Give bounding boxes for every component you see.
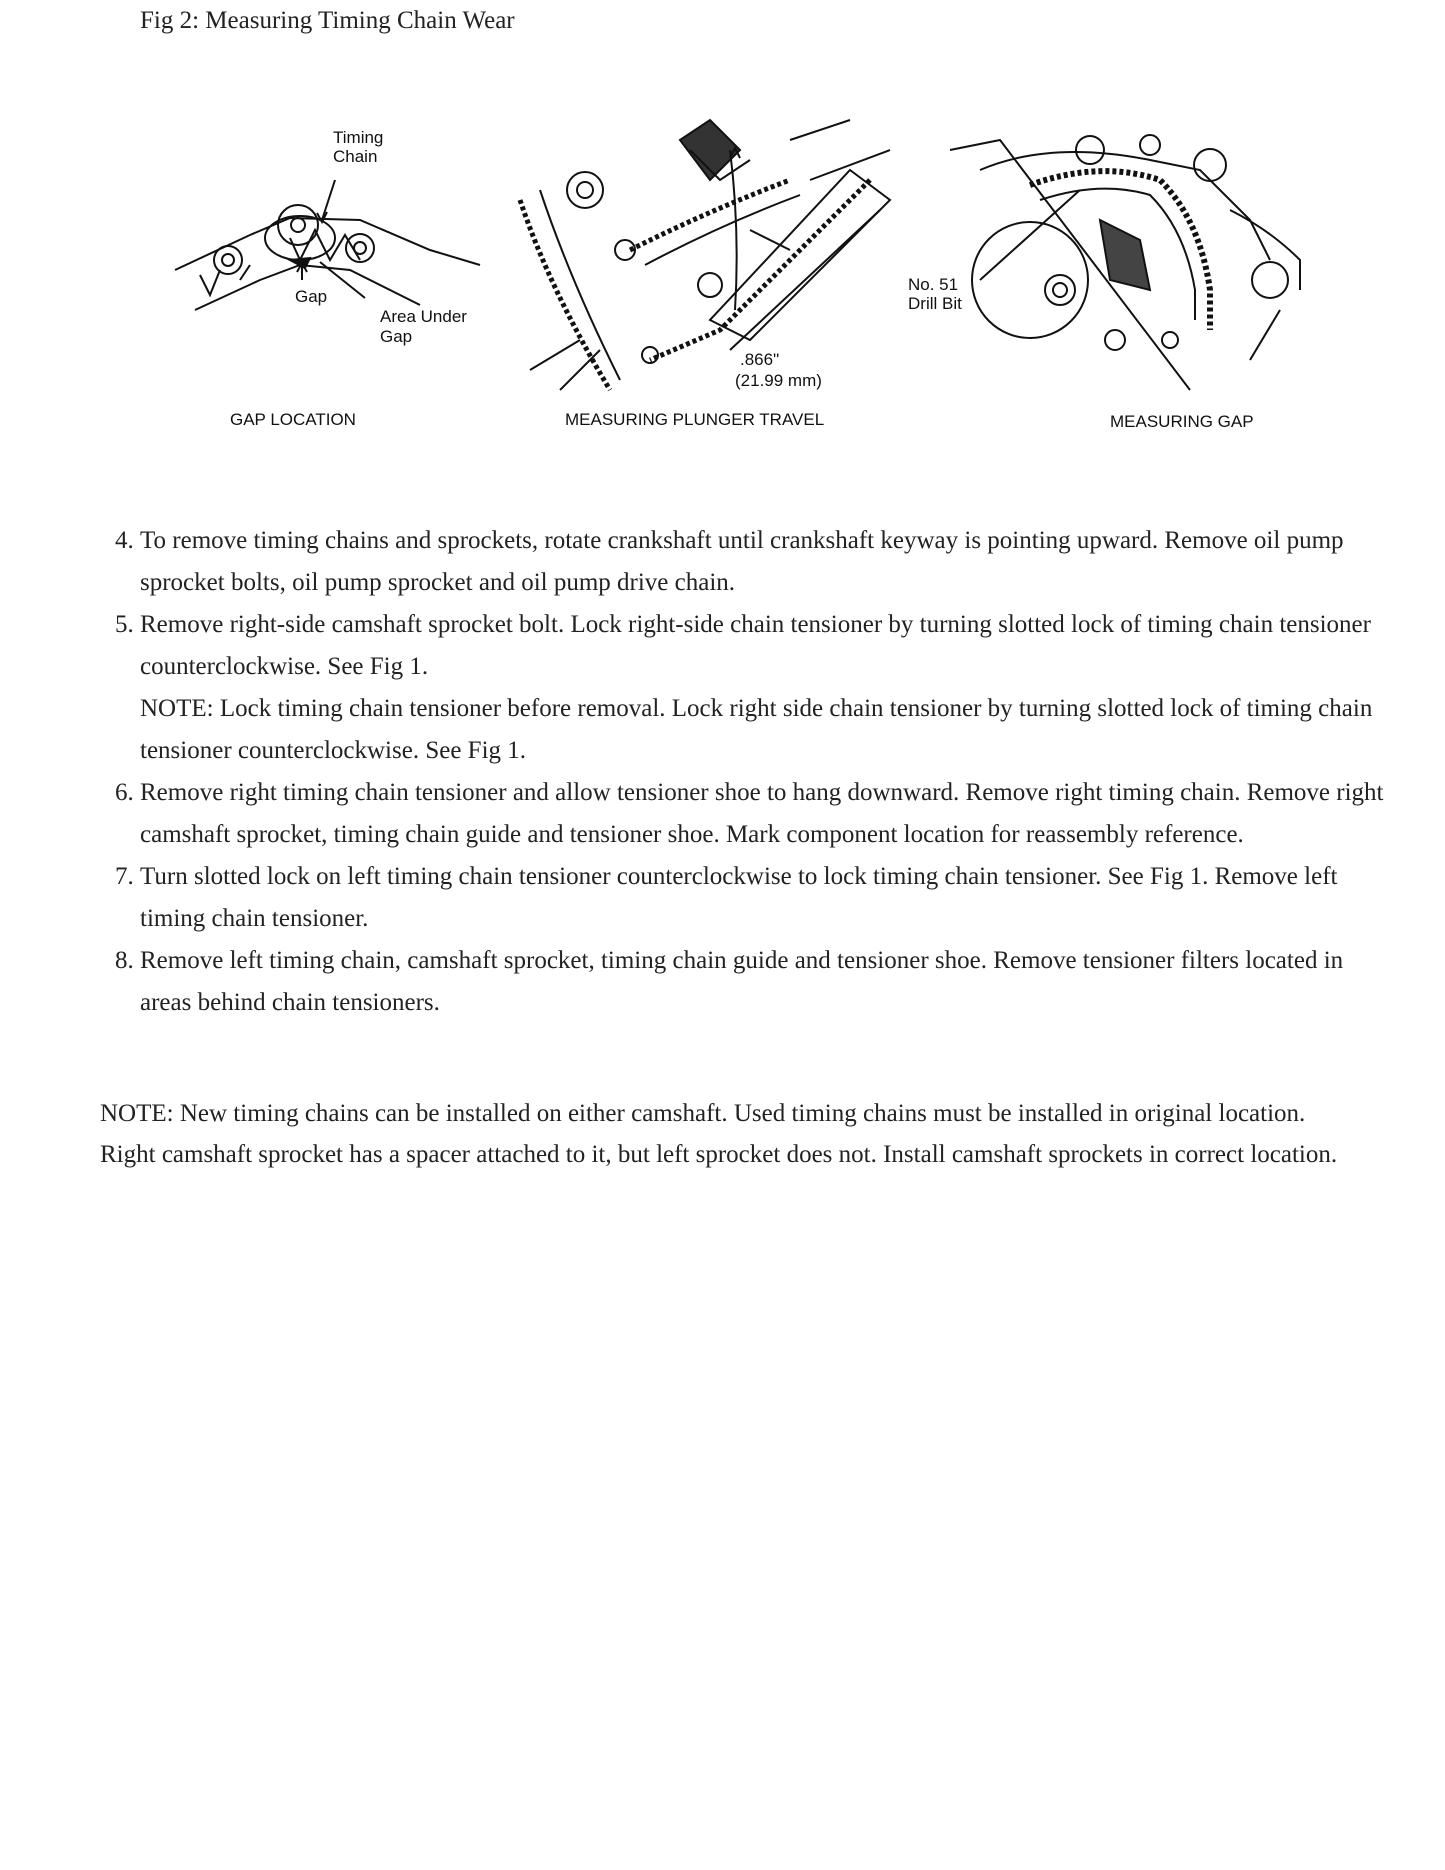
gap-panel-area-under-label: Area Under [380,307,467,326]
plunger-travel-mm-label: (21.99 mm) [735,371,822,390]
step-6 [140,772,1390,856]
plunger-travel-caption: MEASURING PLUNGER TRAVEL [565,410,825,429]
plunger-travel-illustration [520,120,890,390]
gap-panel-timing-label: Timing [333,128,384,147]
step-8 [140,940,1390,1024]
gap-location-illustration [175,180,480,310]
figure-caption: Fig 2: Measuring Timing Chain Wear [140,7,515,34]
installation-note: NOTE: New timing chains can be installed on either camshaft. Used timing chains must be installed in original location. Right camshaft sprocket has a spacer attached to it, but left sprocket does not. Install camshaft sprockets in correct location. [100,1100,1338,1168]
step-5-note: NOTE: Lock timing chain tensioner before removal. Lock right side chain tensioner by turning slotted lock of timing chain tensioner counterclockwise. See Fig 1. [140,695,1373,764]
step-4-text: To remove timing chains and sprockets, rotate crankshaft until crankshaft keyway is pointing upward. Remove oil pump sprocket bolts, oil pump sprocket and oil pump drive chain. [140,527,1344,596]
gap-panel-gap-label: Gap [295,287,328,306]
measuring-gap-illustration [950,135,1300,390]
procedure-steps-list [100,520,1390,1024]
measuring-gap-caption: MEASURING GAP [1110,412,1254,431]
step-7-text: Turn slotted lock on left timing chain tensioner counterclockwise to lock timing chain tensioner. See Fig 1. Remove left timing chain tensioner. [140,863,1338,932]
gap-panel-area-gap-label: Gap [380,327,413,346]
drill-bit-label: Drill Bit [908,294,962,313]
plunger-travel-inches-label: .866" [740,350,780,369]
step-7 [140,856,1390,940]
gap-location-caption: GAP LOCATION [230,410,356,429]
timing-chain-figure [150,110,1350,455]
step-5 [140,604,1390,772]
step-8-text: Remove left timing chain, camshaft sprocket, timing chain guide and tensioner shoe. Remove tensioner filters located in areas behind chain tensioners. [140,947,1344,1016]
drill-bit-number-label: No. 51 [908,275,959,294]
step-6-text: Remove right timing chain tensioner and allow tensioner shoe to hang downward. Remove right timing chain. Remove right camshaft sprocket, timing chain guide and tensioner shoe. Mark component location for reassembly reference. [140,779,1384,848]
step-5-text: Remove right-side camshaft sprocket bolt. Lock right-side chain tensioner by turning slotted lock of timing chain tensioner counterclockwise. See Fig 1. [140,611,1371,680]
gap-panel-chain-label: Chain [333,147,378,166]
step-4 [140,520,1390,604]
